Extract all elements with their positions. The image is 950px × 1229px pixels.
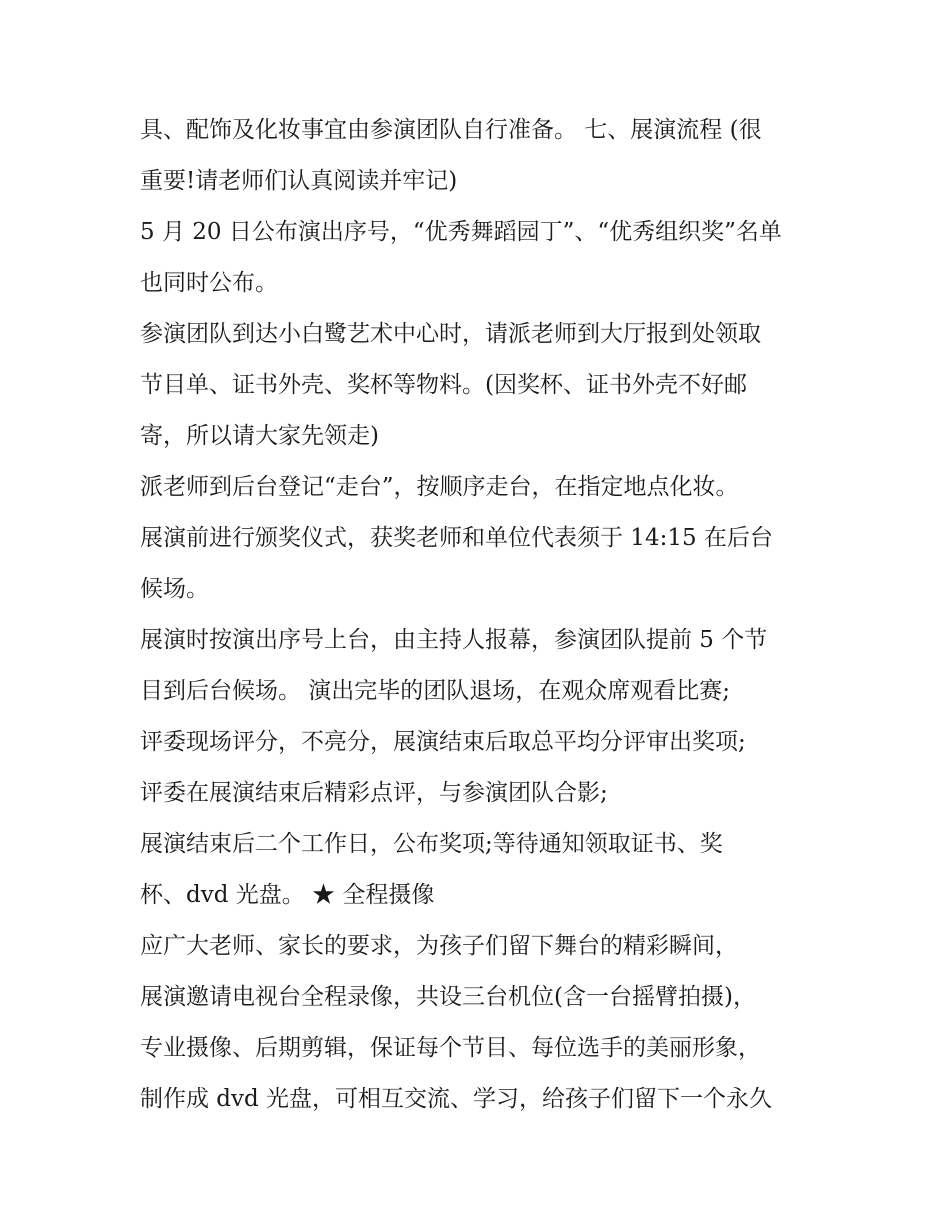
- text-line: 展演邀请电视台全程录像，共设三台机位(含一台摇臂拍摄)，: [140, 984, 756, 1010]
- text-line: 评委在展演结束后精彩点评，与参演团队合影;: [140, 780, 608, 806]
- text-line: 展演结束后二个工作日，公布奖项;等待通知领取证书、奖: [140, 831, 723, 857]
- text-line: 寄，所以请大家先领走): [140, 423, 379, 449]
- paragraph-results-and-recording-heading: [140, 819, 820, 921]
- text-line: 重要!请老师们认真阅读并牢记): [140, 168, 458, 194]
- text-line: 评委现场评分，不亮分，展演结束后取总平均分评审出奖项;: [140, 729, 746, 755]
- text-line: 制作成 dvd 光盘，可相互交流、学习，给孩子们留下一个永久: [140, 1086, 773, 1112]
- paragraph-order-announcement: [140, 207, 820, 309]
- paragraph-performance-order: [140, 615, 820, 717]
- text-line: 专业摄像、后期剪辑，保证每个节目、每位选手的美丽形象，: [140, 1035, 761, 1061]
- text-line: 具、配饰及化妆事宜由参演团队自行准备。 七、展演流程 (很: [140, 117, 762, 143]
- paragraph-check-in: [140, 309, 820, 462]
- paragraph-judge-review: [140, 768, 820, 819]
- document-body: [140, 105, 820, 1125]
- text-line: 应广大老师、家长的要求，为孩子们留下舞台的精彩瞬间，: [140, 933, 738, 959]
- paragraph-award-ceremony: [140, 513, 820, 615]
- text-line: 也同时公布。: [140, 270, 278, 296]
- paragraph-rehearsal: [140, 462, 820, 513]
- text-line: 派老师到后台登记“走台”，按顺序走台，在指定地点化妆。: [140, 474, 739, 500]
- paragraph-judging: [140, 717, 820, 768]
- paragraph-recording-details: [140, 921, 820, 1125]
- text-line: 参演团队到达小白鹭艺术中心时，请派老师到大厅报到处领取: [140, 321, 761, 347]
- text-line: 节目单、证书外壳、奖杯等物料。(因奖杯、证书外壳不好邮: [140, 372, 747, 398]
- text-line: 展演时按演出序号上台，由主持人报幕，参演团队提前 5 个节: [140, 627, 768, 653]
- text-line: 展演前进行颁奖仪式，获奖老师和单位代表须于 14:15 在后台: [140, 525, 773, 551]
- text-line: 5 月 20 日公布演出序号，“优秀舞蹈园丁”、“优秀组织奖”名单: [140, 219, 782, 245]
- text-line: 杯、dvd 光盘。 ★ 全程摄像: [140, 882, 435, 908]
- text-line: 目到后台候场。 演出完毕的团队退场，在观众席观看比赛;: [140, 678, 731, 704]
- text-line: 候场。: [140, 576, 209, 602]
- paragraph-costume-and-process-heading: [140, 105, 820, 207]
